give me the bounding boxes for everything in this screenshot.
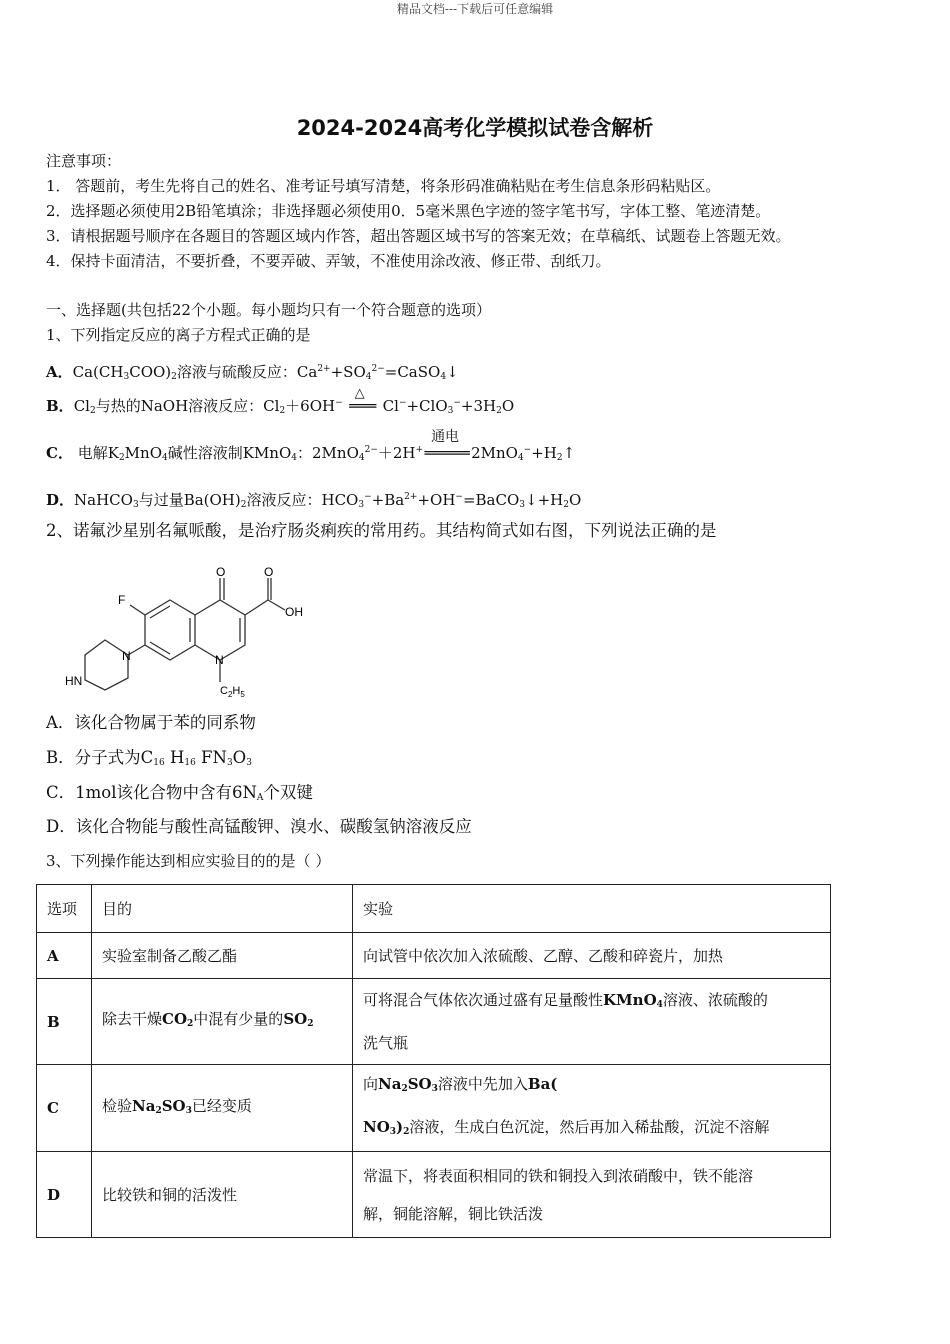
q2-option-a: A．该化合物属于苯的同系物 xyxy=(46,713,256,732)
table-row: C 检验$Na_2SO_3$已经变质 向$Na_2SO_3$溶液中先加入Ba( $NO_3)_2$溶液，生成白色沉淀，然后再加入稀盐酸，沉淀不溶解 xyxy=(37,1065,831,1152)
q1-option-d: D．NaHCO$_3$与过量$Ba(OH)_2$溶液反应：$HCO_3^-+Ba^{2+}+OH^-=BaCO_3↓+H_2O$ xyxy=(46,491,582,510)
q1-stem: 1、下列指定反应的离子方程式正确的是 xyxy=(46,326,311,344)
q1-option-b: B．$Cl_2$与热的NaOH溶液反应：$Cl_2+6OH^-$ △ ═══ $Cl^-+ClO_3^-+3H_2O$ xyxy=(46,386,515,416)
q1-option-c: C． 电解$K_2MnO_4$碱性溶液制KMnO$_4$：2MnO$_4^{2-}$＋2H+ 通电 $═════2MnO_4^-+H_2↑$ xyxy=(46,429,576,463)
header-option: 选项 xyxy=(37,885,92,933)
mol-label-n: N xyxy=(122,649,131,663)
q2-option-d: D．该化合物能与酸性高锰酸钾、溴水、碳酸氢钠溶液反应 xyxy=(46,817,472,836)
table-row: A 实验室制备乙酸乙酯 向试管中依次加入浓硫酸、乙醇、乙酸和碎瓷片，加热 xyxy=(37,933,831,979)
svg-text:C2H5: $C_2H_5$ xyxy=(220,685,245,699)
table-row: B 除去干燥$CO_2$中混有少量的$SO_2$ 可将混合气体依次通过盛有足量酸性KMnO$_4$溶液、浓硫酸的 洗气瓶 xyxy=(37,979,831,1065)
header-goal: 目的 xyxy=(92,885,353,933)
svg-text:O: O xyxy=(264,565,274,579)
q2-option-c: C．1mol该化合物中含有$6N_A$个双键 xyxy=(46,783,313,803)
mol-label-f: F xyxy=(118,593,126,607)
heat-condition: △ ═══ xyxy=(349,386,377,415)
mol-label-o: O xyxy=(216,565,226,579)
q2-stem: 2、诺氟沙星别名氟哌酸，是治疗肠炎痢疾的常用药。其结构简式如右图，下列说法正确的是 xyxy=(46,521,717,540)
electrolysis-condition: 通电 ═════ xyxy=(424,429,470,462)
q2-option-b: B．分子式为$C_{16}$ $H_{16}$ $FN_3O_3$ xyxy=(46,748,252,768)
table-header-row xyxy=(37,885,831,933)
section-heading: 一、选择题(共包括22个小题。每小题均只有一个符合题意的选项） xyxy=(46,301,491,319)
table-row: D 比较铁和铜的活泼性 常温下，将表面积相同的铁和铜投入到浓硝酸中，铁不能溶 解，铜能溶解，铜比铁活泼 xyxy=(37,1152,831,1238)
q3-stem: 3、下列操作能达到相应实验目的的是（ ） xyxy=(46,852,331,870)
q3-table xyxy=(36,884,831,1238)
header-experiment: 实验 xyxy=(353,885,831,933)
q1-option-a: A．$Ca(CH_3COO)_2$溶液与硫酸反应：$Ca^{2+}+SO_4^{2-}=CaSO_4↓$ xyxy=(46,363,459,382)
notice-item: 4．保持卡面清洁，不要折叠，不要弄破、弄皱，不准使用涂改液、修正带、刮纸刀。 xyxy=(46,252,611,270)
notice-item: 2．选择题必须使用2B铅笔填涂；非选择题必须使用0．5毫米黑色字迹的签字笔书写，字体工整、笔迹清楚。 xyxy=(46,202,771,220)
mol-label-oh: OH xyxy=(285,605,303,619)
mol-label-n: N xyxy=(215,653,224,667)
notice-item: 1． 答题前，考生先将自己的姓名、准考证号填写清楚，将条形码准确粘贴在考生信息条形码粘贴区。 xyxy=(46,177,721,195)
notice-item: 3．请根据题号顺序在各题目的答题区域内作答，超出答题区域书写的答案无效；在草稿纸、试题卷上答题无效。 xyxy=(46,227,791,245)
page-header: 精品文档---下载后可任意编辑 xyxy=(396,2,554,16)
mol-label-hn: HN xyxy=(65,674,83,688)
page-title: 2024-2024高考化学模拟试卷含解析 xyxy=(296,116,654,140)
notice-heading: 注意事项： xyxy=(46,152,122,170)
norfloxacin-structure xyxy=(60,560,320,700)
